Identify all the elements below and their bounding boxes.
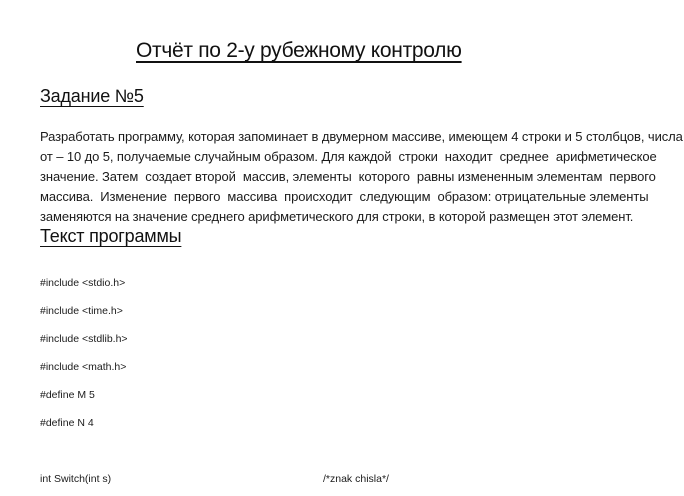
code-line: #include <math.h> bbox=[40, 361, 127, 373]
task-description-line: Разработать программу, которая запоминает в двумерном массиве, имеющем 4 строки и 5 столбцов, числа bbox=[40, 129, 683, 144]
function-comment: /*znak chisla*/ bbox=[323, 473, 389, 485]
task-description-line: от – 10 до 5, получаемые случайным образом. Для каждой строки находит среднее арифметическое bbox=[40, 149, 657, 164]
code-line: #include <stdlib.h> bbox=[40, 333, 128, 345]
function-declaration: int Switch(int s) bbox=[40, 473, 112, 485]
task-description-line: значение. Затем создает второй массив, элементы которого равны измененным элементам первого bbox=[40, 169, 656, 184]
code-block bbox=[40, 269, 128, 437]
task-heading: Задание №5 bbox=[40, 86, 144, 106]
task-description-line: заменяются на значение среднего арифметического для строки, в которой размещен этот элемент. bbox=[40, 209, 634, 224]
code-line: #define N 4 bbox=[40, 417, 94, 429]
program-heading: Текст программы bbox=[40, 226, 182, 246]
code-line: #include <stdio.h> bbox=[40, 277, 126, 289]
task-description-line: массива. Изменение первого массива происходит следующим образом: отрицательные элементы bbox=[40, 189, 649, 204]
code-line: #include <time.h> bbox=[40, 305, 123, 317]
document-title: Отчёт по 2-у рубежному контролю bbox=[136, 39, 462, 62]
code-line: #define M 5 bbox=[40, 389, 95, 401]
task-description bbox=[40, 127, 683, 227]
